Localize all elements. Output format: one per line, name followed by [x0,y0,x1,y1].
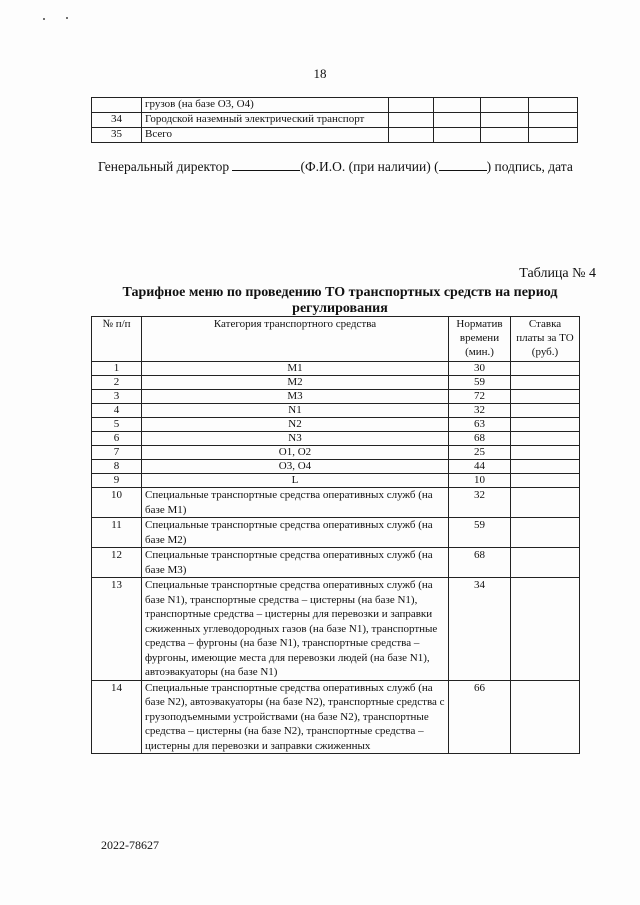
row-rate [511,446,580,460]
row-number: 6 [92,432,142,446]
row-rate [511,548,580,578]
row-rate [511,418,580,432]
row-number: 10 [92,488,142,518]
row-number [92,98,142,113]
row-number: 34 [92,113,142,128]
row-norm: 66 [449,680,511,754]
header-category: Категория транспортного средства [142,317,449,362]
row-category: Специальные транспортные средства оперативных служб (на базе N2), автоэвакуаторы (на базе N2), транспортные средства с грузоподъемными устройствами (на базе N2), транспортные средства – цистерны (на базе N2), транспортные средства – цистерны для перевозки и заправки сжиженных [142,680,449,754]
row-number: 2 [92,376,142,390]
table-row [92,680,580,754]
table-row [92,474,580,488]
table-row [92,548,580,578]
row-number: 35 [92,128,142,143]
table-title: Тарифное меню по проведению ТО транспортных средств на период регулирования [122,285,558,316]
row-text: грузов (на базе О3, О4) [142,98,389,113]
row-category: M2 [142,376,449,390]
row-rate [511,474,580,488]
name-part: (Ф.И.О. (при наличии) ( [300,159,439,174]
table-row [92,432,580,446]
row-category: O1, O2 [142,446,449,460]
row-rate [511,362,580,376]
header-rate: Ставка платы за ТО (руб.) [511,317,580,362]
row-number: 5 [92,418,142,432]
row-category: Специальные транспортные средства оперативных служб (на базе M1) [142,488,449,518]
row-category: M1 [142,362,449,376]
row-norm: 59 [449,518,511,548]
row-norm: 10 [449,474,511,488]
table-row [92,518,580,548]
table-row [92,128,578,143]
table-row [92,460,580,474]
row-rate [511,432,580,446]
row-rate [511,376,580,390]
row-norm: 32 [449,404,511,418]
row-rate [511,488,580,518]
row-text: Городской наземный электрический транспорт [142,113,389,128]
row-number: 11 [92,518,142,548]
page-number: 18 [313,66,327,81]
table-row [92,446,580,460]
row-category: O3, O4 [142,460,449,474]
row-number: 7 [92,446,142,460]
table-row [92,98,578,113]
row-rate [511,390,580,404]
table-row [92,578,580,681]
row-norm: 30 [449,362,511,376]
row-category: Специальные транспортные средства оперативных служб (на базе M2) [142,518,449,548]
row-rate [511,404,580,418]
tariff-table [91,316,580,754]
row-number: 12 [92,548,142,578]
row-number: 13 [92,578,142,681]
scan-speck [43,18,45,20]
row-category: N3 [142,432,449,446]
row-number: 14 [92,680,142,754]
signature-suffix: ) подпись, дата [486,159,573,174]
row-number: 3 [92,390,142,404]
table-label: Таблица № 4 [519,266,596,281]
row-category: M3 [142,390,449,404]
top-table [91,97,578,143]
row-rate [511,578,580,681]
row-number: 9 [92,474,142,488]
table-row [92,376,580,390]
table-row [92,390,580,404]
row-norm: 44 [449,460,511,474]
header-num: № п/п [92,317,142,362]
table-row [92,113,578,128]
row-norm: 34 [449,578,511,681]
row-norm: 59 [449,376,511,390]
row-category: Специальные транспортные средства оперативных служб (на базе M3) [142,548,449,578]
row-number: 8 [92,460,142,474]
signature-line [98,158,573,175]
row-norm: 68 [449,548,511,578]
row-norm: 68 [449,432,511,446]
table-header-row [92,317,580,362]
table-row [92,418,580,432]
row-number: 1 [92,362,142,376]
director-label: Генеральный директор [98,159,230,174]
row-norm: 32 [449,488,511,518]
row-category: L [142,474,449,488]
header-norm: Норматив времени (мин.) [449,317,511,362]
name-blank [232,158,300,171]
scan-speck [66,17,68,19]
row-norm: 63 [449,418,511,432]
row-text: Всего [142,128,389,143]
table-row [92,404,580,418]
row-rate [511,518,580,548]
document-id: 2022-78627 [101,838,159,852]
row-category: Специальные транспортные средства оперативных служб (на базе N1), транспортные средства – цистерны (на базе N1), транспортные средства – цистерны для перевозки и заправки сжиженных углеводородных газов (на базе N1), транспортные средства – фургоны (на базе N1), транспортные средства – фургоны, имеющие места для перевозки людей (на базе N1), автоэвакуаторы (на базе N1) [142,578,449,681]
signature-blank [439,158,487,171]
row-norm: 72 [449,390,511,404]
row-category: N1 [142,404,449,418]
table-row [92,488,580,518]
row-number: 4 [92,404,142,418]
table-row [92,362,580,376]
row-norm: 25 [449,446,511,460]
row-rate [511,460,580,474]
row-category: N2 [142,418,449,432]
row-rate [511,680,580,754]
